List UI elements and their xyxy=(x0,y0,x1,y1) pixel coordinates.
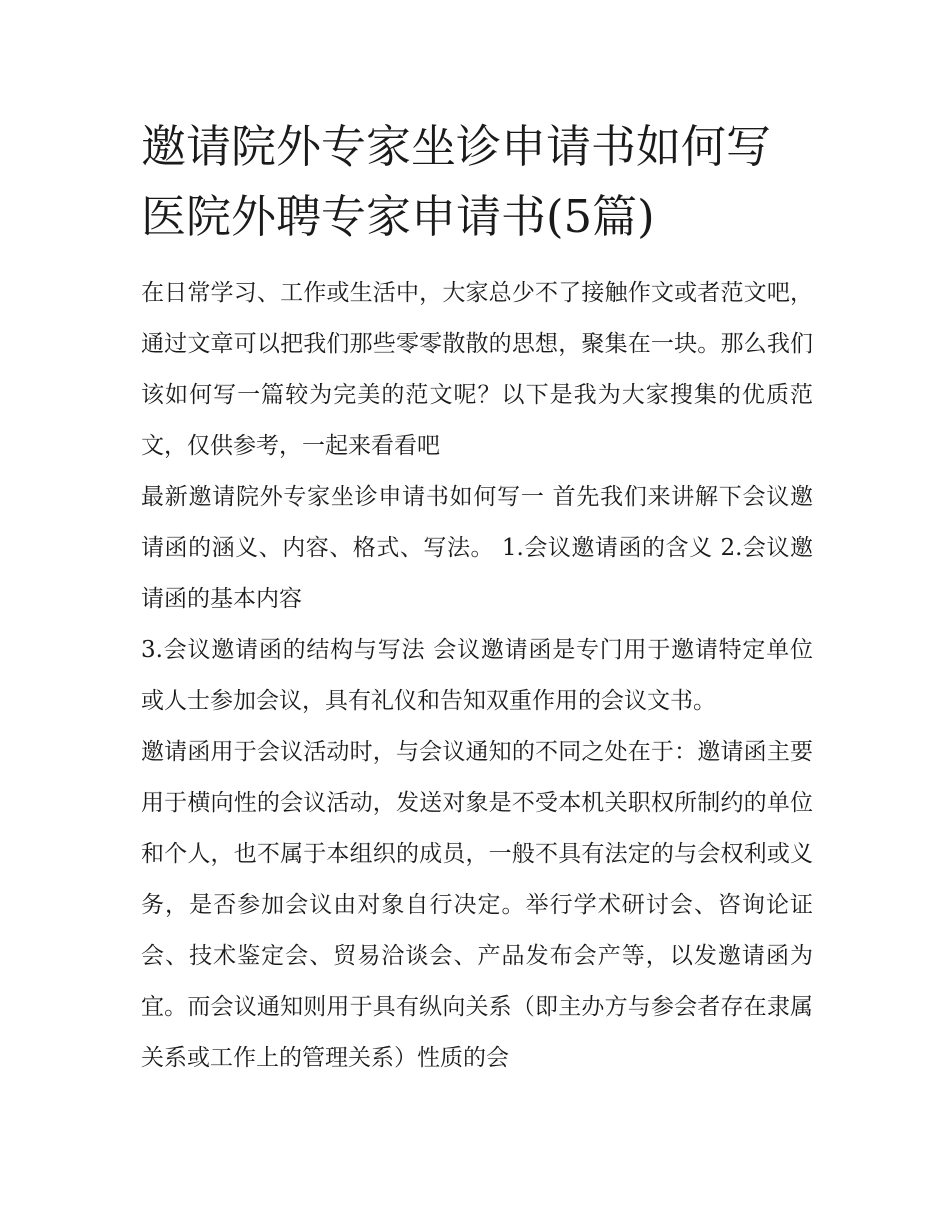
intro-paragraph: 在日常学习、工作或生活中，大家总少不了接触作文或者范文吧，通过文章可以把我们那些零零散散的思想，聚集在一块。那么我们该如何写一篇较为完美的范文呢？以下是我为大家搜集的优质范文，仅供参考，一起来看看吧 xyxy=(141,280,813,459)
document-page xyxy=(141,112,813,1084)
body-paragraph-3: 邀请函用于会议活动时，与会议通知的不同之处在于：邀请函主要用于横向性的会议活动，发送对象是不受本机关职权所制约的单位和个人，也不属于本组织的成员，一般不具有法定的与会权利或义务，是否参加会议由对象自行决定。举行学术研讨会、咨询论证会、技术鉴定会、贸易洽谈会、产品发布会产等，以发邀请函为宜。而会议通知则用于具有纵向关系（即主办方与参会者存在隶属关系或工作上的管理关系）性质的会 xyxy=(141,739,813,1071)
body-paragraph-2: 3.会议邀请函的结构与写法 会议邀请函是专门用于邀请特定单位或人士参加会议，具有礼仪和告知双重作用的会议文书。 xyxy=(141,637,813,714)
document-title: 邀请院外专家坐诊申请书如何写 医院外聘专家申请书(5篇) xyxy=(141,120,772,243)
body-paragraph-1: 最新邀请院外专家坐诊申请书如何写一 首先我们来讲解下会议邀请函的涵义、内容、格式、写法。 1.会议邀请函的含义 2.会议邀请函的基本内容 xyxy=(141,484,813,612)
